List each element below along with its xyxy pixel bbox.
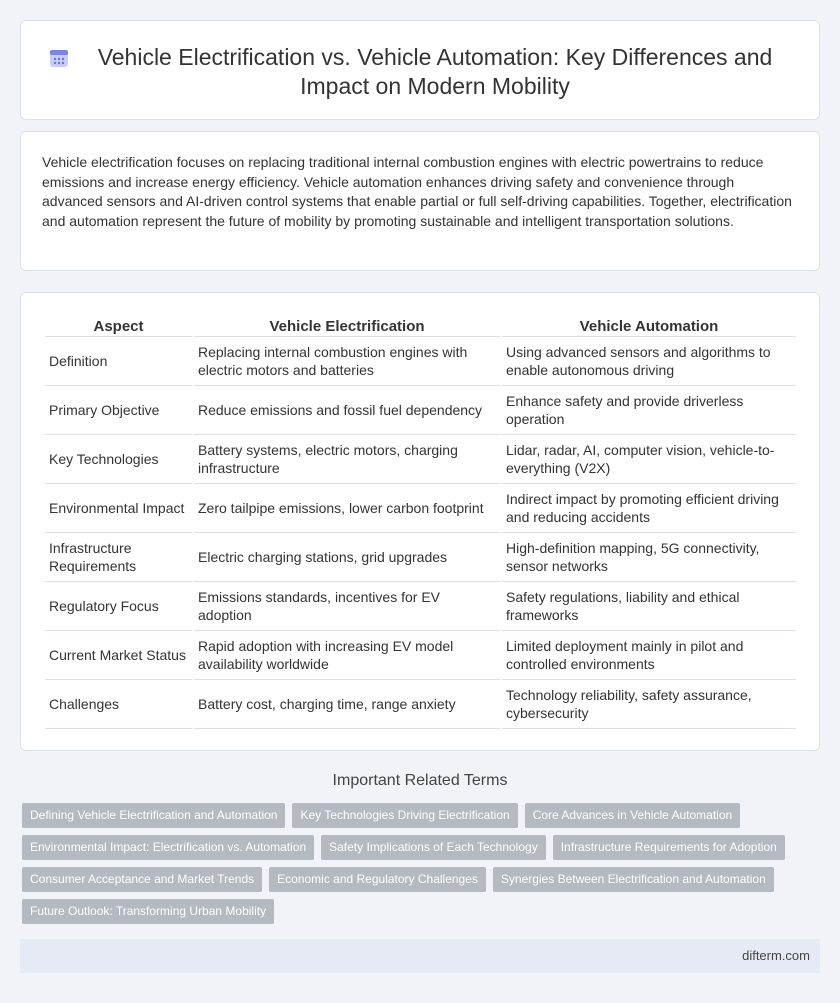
comparison-card	[20, 292, 820, 751]
title-card	[20, 20, 820, 120]
intro-card	[20, 131, 820, 271]
table-row	[45, 484, 796, 533]
page-title: Vehicle Electrification vs. Vehicle Automation: Key Differences and Impact on Modern Mobility	[97, 44, 773, 99]
related-term-tag[interactable]: Synergies Between Electrification and Automation	[493, 867, 774, 892]
cell-electrification: Rapid adoption with increasing EV model availability worldwide	[194, 631, 500, 680]
cell-aspect: Key Technologies	[45, 435, 192, 484]
table-row	[45, 386, 796, 435]
footer-site-link[interactable]: difterm.com	[742, 948, 810, 963]
related-term-tag[interactable]: Key Technologies Driving Electrification	[292, 803, 517, 828]
cell-aspect: Definition	[45, 337, 192, 386]
table-header-row	[45, 315, 796, 337]
cell-automation: High-definition mapping, 5G connectivity, sensor networks	[502, 533, 796, 582]
cell-aspect: Current Market Status	[45, 631, 192, 680]
cell-automation: Technology reliability, safety assurance, cybersecurity	[502, 680, 796, 729]
table-row	[45, 533, 796, 582]
cell-aspect: Regulatory Focus	[45, 582, 192, 631]
related-terms-list	[22, 803, 802, 931]
header-electrification: Vehicle Electrification	[194, 315, 500, 337]
related-term-tag[interactable]: Core Advances in Vehicle Automation	[525, 803, 740, 828]
cell-electrification: Electric charging stations, grid upgrades	[194, 533, 500, 582]
cell-automation: Indirect impact by promoting efficient driving and reducing accidents	[502, 484, 796, 533]
table-row	[45, 582, 796, 631]
cell-electrification: Emissions standards, incentives for EV adoption	[194, 582, 500, 631]
cell-aspect: Environmental Impact	[45, 484, 192, 533]
intro-paragraph: Vehicle electrification focuses on replacing traditional internal combustion engines with electric powertrains to reduce emissions and increase energy efficiency. Vehicle automation enhances driving safety and convenience through advanced sensors and AI-driven control systems that enable partial or full self-driving capabilities. Together, electrification and automation represent the future of mobility by promoting sustainable and intelligent transportation solutions.	[42, 154, 792, 229]
cell-electrification: Zero tailpipe emissions, lower carbon footprint	[194, 484, 500, 533]
cell-aspect: Challenges	[45, 680, 192, 729]
related-term-tag[interactable]: Infrastructure Requirements for Adoption	[553, 835, 785, 860]
cell-automation: Enhance safety and provide driverless operation	[502, 386, 796, 435]
cell-electrification: Reduce emissions and fossil fuel dependency	[194, 386, 500, 435]
related-term-tag[interactable]: Future Outlook: Transforming Urban Mobility	[22, 899, 274, 924]
related-term-tag[interactable]: Economic and Regulatory Challenges	[269, 867, 486, 892]
cell-electrification: Replacing internal combustion engines with electric motors and batteries	[194, 337, 500, 386]
related-terms-title: Important Related Terms	[332, 772, 508, 789]
table-row	[45, 680, 796, 729]
footer	[20, 939, 820, 973]
related-term-tag[interactable]: Environmental Impact: Electrification vs. Automation	[22, 835, 314, 860]
table-row	[45, 435, 796, 484]
cell-automation: Safety regulations, liability and ethical frameworks	[502, 582, 796, 631]
cell-aspect: Infrastructure Requirements	[45, 533, 192, 582]
related-term-tag[interactable]: Safety Implications of Each Technology	[321, 835, 546, 860]
related-term-tag[interactable]: Defining Vehicle Electrification and Automation	[22, 803, 285, 828]
header-aspect: Aspect	[45, 315, 192, 337]
cell-electrification: Battery systems, electric motors, charging infrastructure	[194, 435, 500, 484]
header-automation: Vehicle Automation	[502, 315, 796, 337]
cell-automation: Lidar, radar, AI, computer vision, vehicle-to-everything (V2X)	[502, 435, 796, 484]
comparison-table	[43, 315, 798, 729]
cell-automation: Using advanced sensors and algorithms to enable autonomous driving	[502, 337, 796, 386]
cell-electrification: Battery cost, charging time, range anxiety	[194, 680, 500, 729]
related-term-tag[interactable]: Consumer Acceptance and Market Trends	[22, 867, 262, 892]
table-row	[45, 337, 796, 386]
cell-aspect: Primary Objective	[45, 386, 192, 435]
cell-automation: Limited deployment mainly in pilot and controlled environments	[502, 631, 796, 680]
table-row	[45, 631, 796, 680]
